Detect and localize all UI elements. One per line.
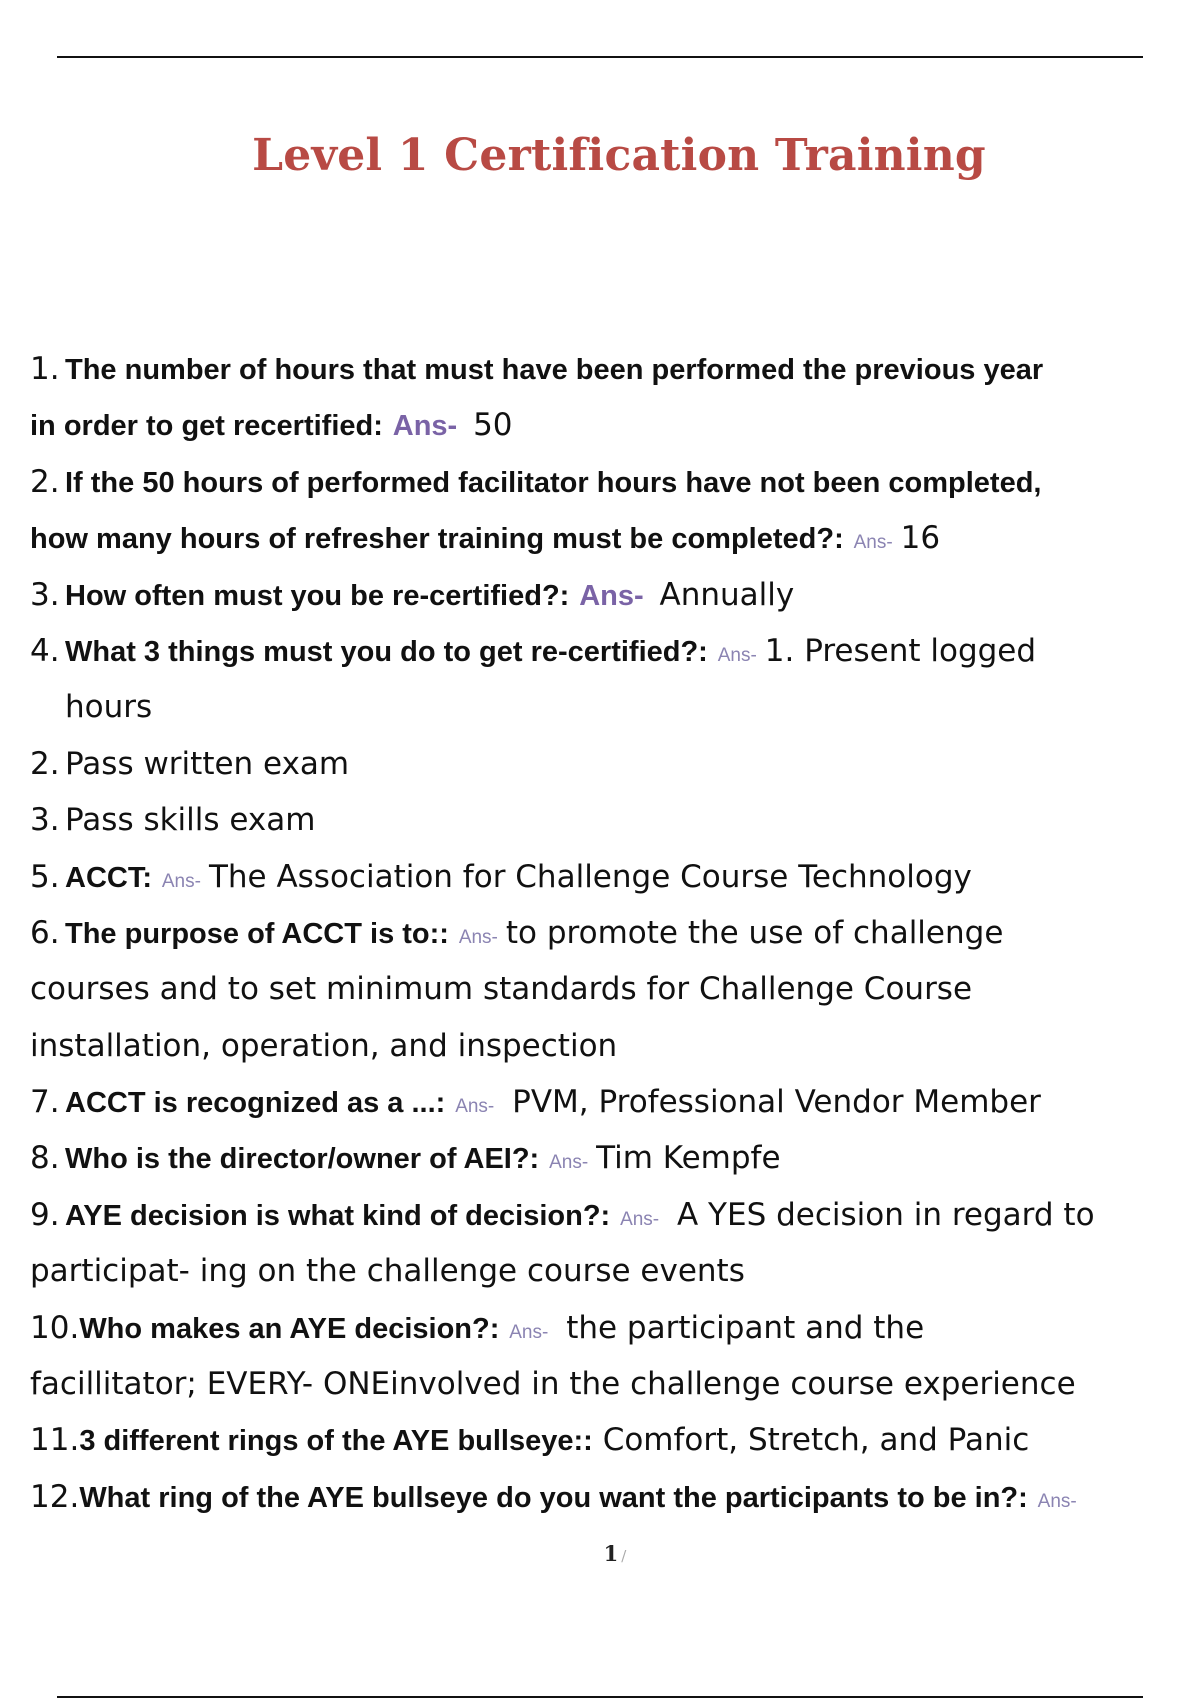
question-text: What ring of the AYE bullseye do you want the participants to be in?:	[79, 1481, 1028, 1514]
answer-label: Ans-	[579, 579, 644, 612]
list-item	[30, 1300, 1190, 1356]
item-number: 3.	[30, 802, 60, 839]
question-text: Who makes an AYE decision?:	[79, 1312, 500, 1345]
answer-text: facillitator; EVERY- ONEinvolved in the challenge course experience	[30, 1366, 1076, 1403]
list-item	[30, 1187, 1190, 1243]
list-item	[30, 1469, 1190, 1525]
item-number: 4.	[30, 632, 60, 669]
question-text: The purpose of ACCT is to::	[65, 917, 449, 950]
answer-text: Annually	[659, 576, 795, 613]
answer-text: Comfort, Stretch, and Panic	[602, 1422, 1030, 1459]
answer-label: Ans-	[717, 644, 757, 666]
list-item-continuation	[30, 1356, 1190, 1412]
list-item	[30, 623, 1190, 679]
answer-text: A YES decision in regard to	[677, 1196, 1095, 1233]
question-text: How often must you be re-certified?:	[65, 579, 570, 612]
list-item	[30, 849, 1190, 905]
list-item	[30, 454, 1190, 510]
answer-text: Pass written exam	[65, 745, 350, 782]
item-number: 6.	[30, 914, 60, 951]
page-number-value: 1	[603, 1541, 619, 1566]
document-title: Level 1 Certification Training	[252, 130, 986, 181]
list-item-continuation	[30, 1243, 1190, 1299]
list-item	[30, 341, 1190, 397]
question-text: The number of hours that must have been performed the previous year	[65, 354, 1044, 386]
answer-text: 16	[900, 520, 941, 557]
item-number: 7.	[30, 1084, 60, 1121]
list-item-continuation	[30, 397, 1190, 453]
list-item-continuation	[30, 679, 1190, 735]
answer-label: Ans-	[392, 410, 458, 443]
list-item-continuation	[30, 1018, 1190, 1074]
page-number-separator: /	[621, 1547, 627, 1565]
answer-label: Ans-	[853, 532, 893, 554]
question-text: ACCT:	[65, 861, 152, 894]
question-text: What 3 things must you do to get re-certified?:	[65, 635, 708, 668]
list-item	[30, 736, 1190, 792]
qa-list	[30, 341, 1190, 1525]
answer-label: Ans-	[458, 926, 498, 948]
answer-label: Ans-	[620, 1208, 660, 1230]
item-number: 2.	[30, 463, 60, 500]
answer-text: Tim Kempfe	[596, 1140, 781, 1177]
item-number: 1.	[30, 351, 60, 387]
item-number: 8.	[30, 1140, 60, 1177]
answer-label: Ans-	[455, 1096, 495, 1118]
question-text: 3 different rings of the AYE bullseye::	[79, 1425, 593, 1458]
item-number: 2.	[30, 745, 60, 782]
item-number: 9.	[30, 1196, 60, 1233]
answer-text: 1. Present logged	[764, 632, 1037, 669]
answer-text: participat- ing on the challenge course events	[30, 1253, 745, 1290]
answer-text: PVM, Professional Vendor Member	[512, 1084, 1041, 1121]
answer-text: to promote the use of challenge	[505, 914, 1004, 951]
item-number: 11.	[30, 1422, 80, 1459]
question-text: AYE decision is what kind of decision?:	[65, 1199, 611, 1232]
list-item	[30, 567, 1190, 623]
list-item-continuation	[30, 510, 1190, 566]
bottom-rule	[57, 1696, 1143, 1698]
answer-text: The Association for Challenge Course Technology	[208, 858, 972, 895]
item-number: 10.	[30, 1309, 80, 1346]
answer-text: hours	[65, 689, 153, 726]
page-number	[0, 1541, 1200, 1566]
answer-text: 50	[473, 407, 513, 444]
question-text: If the 50 hours of performed facilitator hours have not been completed,	[65, 466, 1042, 499]
item-number: 3.	[30, 576, 60, 613]
answer-label: Ans-	[1037, 1490, 1077, 1512]
question-text: how many hours of refresher training must be completed?:	[30, 523, 844, 556]
answer-label: Ans-	[509, 1321, 549, 1343]
list-item	[30, 1130, 1190, 1186]
answer-label: Ans-	[549, 1152, 589, 1174]
list-item-continuation	[30, 961, 1190, 1017]
question-text: in order to get recertified:	[30, 410, 383, 443]
answer-text: courses and to set minimum standards for Challenge Course	[30, 971, 973, 1008]
item-number: 12.	[30, 1478, 80, 1515]
list-item	[30, 905, 1190, 961]
answer-text: Pass skills exam	[65, 802, 316, 839]
top-rule	[57, 56, 1143, 58]
answer-text: installation, operation, and inspection	[30, 1027, 618, 1064]
answer-label: Ans-	[161, 870, 201, 892]
question-text: ACCT is recognized as a ...:	[65, 1087, 446, 1120]
list-item	[30, 792, 1190, 848]
list-item	[30, 1074, 1190, 1130]
question-text: Who is the director/owner of AEI?:	[65, 1143, 540, 1176]
answer-text: the participant and the	[566, 1309, 925, 1346]
list-item	[30, 1412, 1190, 1468]
item-number: 5.	[30, 858, 60, 895]
